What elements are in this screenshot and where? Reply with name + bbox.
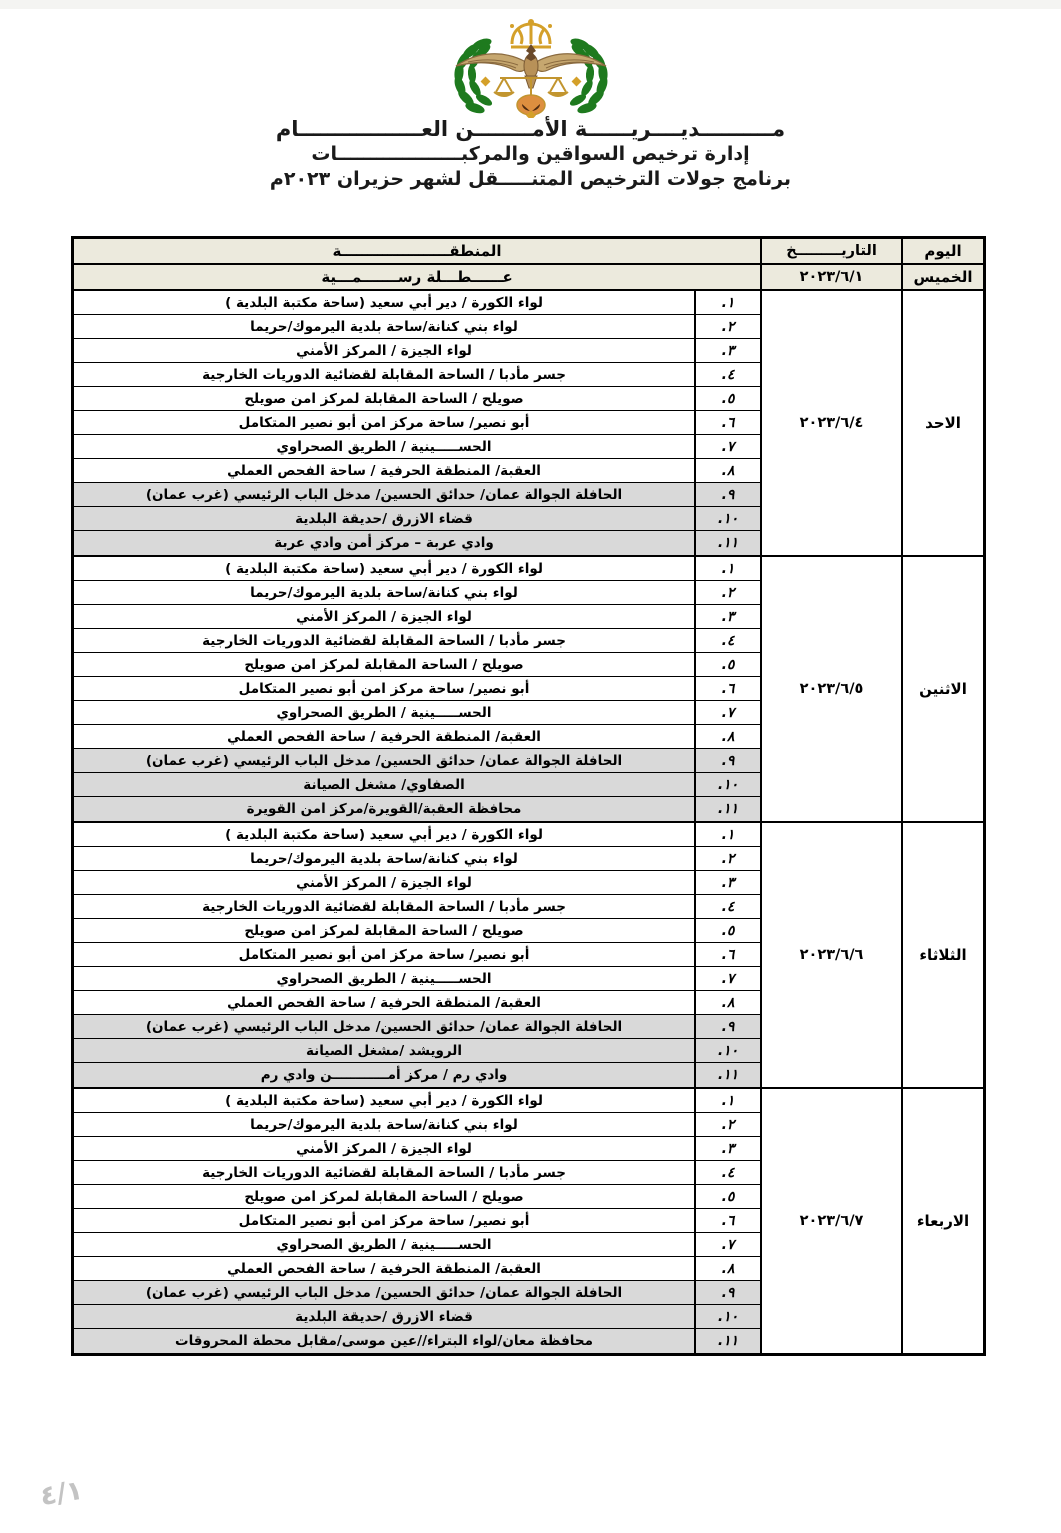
- row-number: ٩.: [694, 1015, 760, 1038]
- scan-artifact-strip: [0, 0, 1061, 9]
- row-area: لواء بني كنانة/ساحة بلدية اليرموك/حريما: [250, 850, 518, 867]
- row-area: لواء الجيزة / المركز الأمني: [296, 342, 472, 359]
- row-number: ١٠.: [694, 1039, 760, 1062]
- area-row: [74, 991, 760, 1015]
- date-cell: ٢٠٢٣/٦/٥: [762, 557, 903, 821]
- block-rows: [74, 291, 762, 555]
- area-row: [74, 749, 760, 773]
- area-row: [74, 581, 760, 605]
- row-area: محافظة معان/لواء البتراء//عين موسى/مقابل محطة المحروقات: [175, 1333, 593, 1349]
- row-number: ٤.: [694, 363, 760, 386]
- row-number: ٣.: [694, 1137, 760, 1160]
- holiday-row: [74, 265, 983, 291]
- row-number: ٩.: [694, 483, 760, 506]
- row-area: لواء الجيزة / المركز الأمني: [296, 608, 472, 625]
- area-row: [74, 557, 760, 581]
- row-number: ١.: [694, 291, 760, 314]
- row-number: ٨.: [694, 459, 760, 482]
- date-cell: ٢٠٢٣/٦/٧: [762, 1089, 903, 1353]
- row-number: ٧.: [694, 967, 760, 990]
- row-number: ٥.: [694, 919, 760, 942]
- row-number: ٣.: [694, 339, 760, 362]
- row-area: صويلح / الساحة المقابلة لمركز امن صويلح: [244, 390, 524, 407]
- area-row: [74, 1185, 760, 1209]
- row-area: الحســـــينية / الطريق الصحراوي: [276, 970, 492, 987]
- row-area: وادي عربة – مركز أمن وادي عربة: [274, 535, 494, 551]
- area-row: [74, 773, 760, 797]
- area-row: [74, 823, 760, 847]
- row-area: لواء بني كنانة/ساحة بلدية اليرموك/حريما: [250, 1116, 518, 1133]
- area-row: [74, 459, 760, 483]
- block-rows: [74, 1089, 762, 1353]
- day-block: [74, 557, 983, 823]
- area-row: [74, 291, 760, 315]
- row-number: ٨.: [694, 725, 760, 748]
- date-cell: ٢٠٢٣/٦/٤: [762, 291, 903, 555]
- row-number: ٣.: [694, 871, 760, 894]
- row-number: ١١.: [694, 1063, 760, 1087]
- row-number: ١.: [694, 1089, 760, 1112]
- row-area: أبو نصير/ ساحة مركز امن أبو نصير المتكامل: [238, 946, 530, 963]
- row-number: ٦.: [694, 943, 760, 966]
- holiday-day: الخميس: [913, 268, 973, 286]
- area-row: [74, 1039, 760, 1063]
- area-row: [74, 1063, 760, 1087]
- area-row: [74, 1137, 760, 1161]
- row-number: ١١.: [694, 797, 760, 821]
- row-area: لواء الجيزة / المركز الأمني: [296, 1140, 472, 1157]
- area-row: [74, 895, 760, 919]
- public-security-emblem-logo: [442, 18, 620, 118]
- day-block: [74, 291, 983, 557]
- row-number: ٨.: [694, 991, 760, 1014]
- area-row: [74, 363, 760, 387]
- area-row: [74, 701, 760, 725]
- area-row: [74, 967, 760, 991]
- area-row: [74, 483, 760, 507]
- row-area: لواء الكورة / دير أبي سعيد (ساحة مكتبة البلدية ): [225, 294, 543, 311]
- area-row: [74, 1305, 760, 1329]
- row-area: جسر مأدبا / الساحة المقابلة لقضائية الدوريات الخارجية: [202, 366, 566, 383]
- column-header-day: اليوم: [924, 242, 962, 260]
- row-area: محافظة العقبة/القويرة/مركز امن القويرة: [246, 801, 522, 817]
- row-number: ٧.: [694, 1233, 760, 1256]
- row-area: العقبة/ المنطقة الحرفية / ساحة الفحص العملي: [227, 462, 541, 479]
- area-row: [74, 653, 760, 677]
- area-row: [74, 1015, 760, 1039]
- row-area: الحافلة الجوالة عمان/ حدائق الحسين/ مدخل الباب الرئيسي (غرب عمان): [145, 752, 623, 769]
- row-area: الحافلة الجوالة عمان/ حدائق الحسين/ مدخل الباب الرئيسي (غرب عمان): [145, 486, 623, 503]
- row-area: لواء بني كنانة/ساحة بلدية اليرموك/حريما: [250, 318, 518, 335]
- row-number: ٧.: [694, 435, 760, 458]
- holiday-area: عــــــطـــلة رســـــــمـــية: [74, 265, 762, 289]
- area-row: [74, 387, 760, 411]
- row-area: وادي رم / مركز أمــــــــــــن وادي رم: [260, 1067, 508, 1083]
- area-row: [74, 629, 760, 653]
- row-number: ١٠.: [694, 507, 760, 530]
- row-area: قضاء الازرق /حديقة البلدية: [295, 1308, 473, 1325]
- org-title: مــــــــــديــــريــــــة الأمــــــــن العـــــــــــــــــام: [275, 117, 786, 141]
- area-row: [74, 531, 760, 555]
- row-number: ٥.: [694, 387, 760, 410]
- area-row: [74, 871, 760, 895]
- row-number: ٨.: [694, 1257, 760, 1280]
- row-area: صويلح / الساحة المقابلة لمركز امن صويلح: [244, 922, 524, 939]
- area-row: [74, 435, 760, 459]
- row-number: ١٠.: [694, 773, 760, 796]
- area-row: [74, 315, 760, 339]
- row-number: ٥.: [694, 1185, 760, 1208]
- row-number: ٦.: [694, 411, 760, 434]
- row-number: ٥.: [694, 653, 760, 676]
- document-header: [0, 116, 1061, 192]
- row-number: ٤.: [694, 629, 760, 652]
- row-number: ٦.: [694, 677, 760, 700]
- row-area: جسر مأدبا / الساحة المقابلة لقضائية الدوريات الخارجية: [202, 898, 566, 915]
- row-area: لواء الكورة / دير أبي سعيد (ساحة مكتبة البلدية ): [225, 826, 543, 843]
- row-area: الحافلة الجوالة عمان/ حدائق الحسين/ مدخل الباب الرئيسي (غرب عمان): [145, 1018, 623, 1035]
- document-title: برنامج جولات الترخيص المتنـــــقل لشهر حزيران ٢٠٢٣م: [269, 168, 792, 190]
- row-number: ١٠.: [694, 1305, 760, 1328]
- area-row: [74, 943, 760, 967]
- day-cell: الاحد: [925, 414, 961, 432]
- row-area: صويلح / الساحة المقابلة لمركز امن صويلح: [244, 1188, 524, 1205]
- row-area: أبو نصير/ ساحة مركز امن أبو نصير المتكامل: [238, 680, 530, 697]
- column-header-date: التاريـــــــــخ: [762, 239, 903, 263]
- crown-icon: [511, 24, 551, 47]
- area-row: [74, 725, 760, 749]
- row-area: الحســـــينية / الطريق الصحراوي: [276, 1236, 492, 1253]
- row-number: ٧.: [694, 701, 760, 724]
- row-number: ١١.: [694, 531, 760, 555]
- area-row: [74, 847, 760, 871]
- area-row: [74, 1257, 760, 1281]
- row-area: لواء الكورة / دير أبي سعيد (ساحة مكتبة البلدية ): [225, 560, 543, 577]
- area-row: [74, 1233, 760, 1257]
- area-row: [74, 919, 760, 943]
- row-number: ٢.: [694, 847, 760, 870]
- area-row: [74, 797, 760, 821]
- row-number: ٤.: [694, 1161, 760, 1184]
- row-area: العقبة/ المنطقة الحرفية / ساحة الفحص العملي: [227, 1260, 541, 1277]
- row-area: أبو نصير/ ساحة مركز امن أبو نصير المتكامل: [238, 1212, 530, 1229]
- row-area: لواء بني كنانة/ساحة بلدية اليرموك/حريما: [250, 584, 518, 601]
- column-header-area: المنطقـــــــــــــــــــــة: [74, 239, 762, 263]
- row-area: العقبة/ المنطقة الحرفية / ساحة الفحص العملي: [227, 994, 541, 1011]
- holiday-date: ٢٠٢٣/٦/١: [762, 265, 903, 289]
- area-row: [74, 1089, 760, 1113]
- row-number: ٤.: [694, 895, 760, 918]
- area-row: [74, 605, 760, 629]
- row-area: الحافلة الجوالة عمان/ حدائق الحسين/ مدخل الباب الرئيسي (غرب عمان): [145, 1284, 623, 1301]
- row-number: ٢.: [694, 581, 760, 604]
- row-area: قضاء الازرق /حديقة البلدية: [295, 510, 473, 527]
- area-row: [74, 339, 760, 363]
- date-cell: ٢٠٢٣/٦/٦: [762, 823, 903, 1087]
- day-block: [74, 1089, 983, 1353]
- row-number: ٣.: [694, 605, 760, 628]
- area-row: [74, 507, 760, 531]
- day-cell: الاربعاء: [916, 1212, 970, 1230]
- block-rows: [74, 557, 762, 821]
- area-row: [74, 1161, 760, 1185]
- row-area: الحســـــينية / الطريق الصحراوي: [276, 704, 492, 721]
- row-number: ٢.: [694, 315, 760, 338]
- row-area: جسر مأدبا / الساحة المقابلة لقضائية الدوريات الخارجية: [202, 1164, 566, 1181]
- area-row: [74, 411, 760, 435]
- row-area: أبو نصير/ ساحة مركز امن أبو نصير المتكامل: [238, 414, 530, 431]
- row-number: ١١.: [694, 1329, 760, 1353]
- row-number: ١.: [694, 823, 760, 846]
- row-area: لواء الجيزة / المركز الأمني: [296, 874, 472, 891]
- area-row: [74, 1209, 760, 1233]
- row-number: ٢.: [694, 1113, 760, 1136]
- day-cell: الثلاثاء: [919, 946, 967, 964]
- day-cell: الاثنين: [919, 680, 967, 698]
- row-number: ٦.: [694, 1209, 760, 1232]
- row-number: ١.: [694, 557, 760, 580]
- area-row: [74, 677, 760, 701]
- block-rows: [74, 823, 762, 1087]
- area-row: [74, 1113, 760, 1137]
- row-number: ٩.: [694, 1281, 760, 1304]
- row-area: الرويشد /مشغل الصيانة: [305, 1042, 463, 1059]
- org-department: إدارة ترخيص السواقين والمركبـــــــــــــــــــات: [311, 143, 750, 165]
- row-area: الصفاوي/ مشغل الصيانة: [303, 776, 465, 793]
- row-area: لواء الكورة / دير أبي سعيد (ساحة مكتبة البلدية ): [225, 1092, 543, 1109]
- table-header-row: [74, 239, 983, 265]
- area-row: [74, 1329, 760, 1353]
- page-number: ٤/١: [37, 1474, 85, 1513]
- schedule-body: [74, 291, 983, 1353]
- area-row: [74, 1281, 760, 1305]
- row-number: ٩.: [694, 749, 760, 772]
- row-area: العقبة/ المنطقة الحرفية / ساحة الفحص العملي: [227, 728, 541, 745]
- day-block: [74, 823, 983, 1089]
- row-area: جسر مأدبا / الساحة المقابلة لقضائية الدوريات الخارجية: [202, 632, 566, 649]
- row-area: الحســـــينية / الطريق الصحراوي: [276, 438, 492, 455]
- row-area: صويلح / الساحة المقابلة لمركز امن صويلح: [244, 656, 524, 673]
- schedule-table: [71, 236, 986, 1356]
